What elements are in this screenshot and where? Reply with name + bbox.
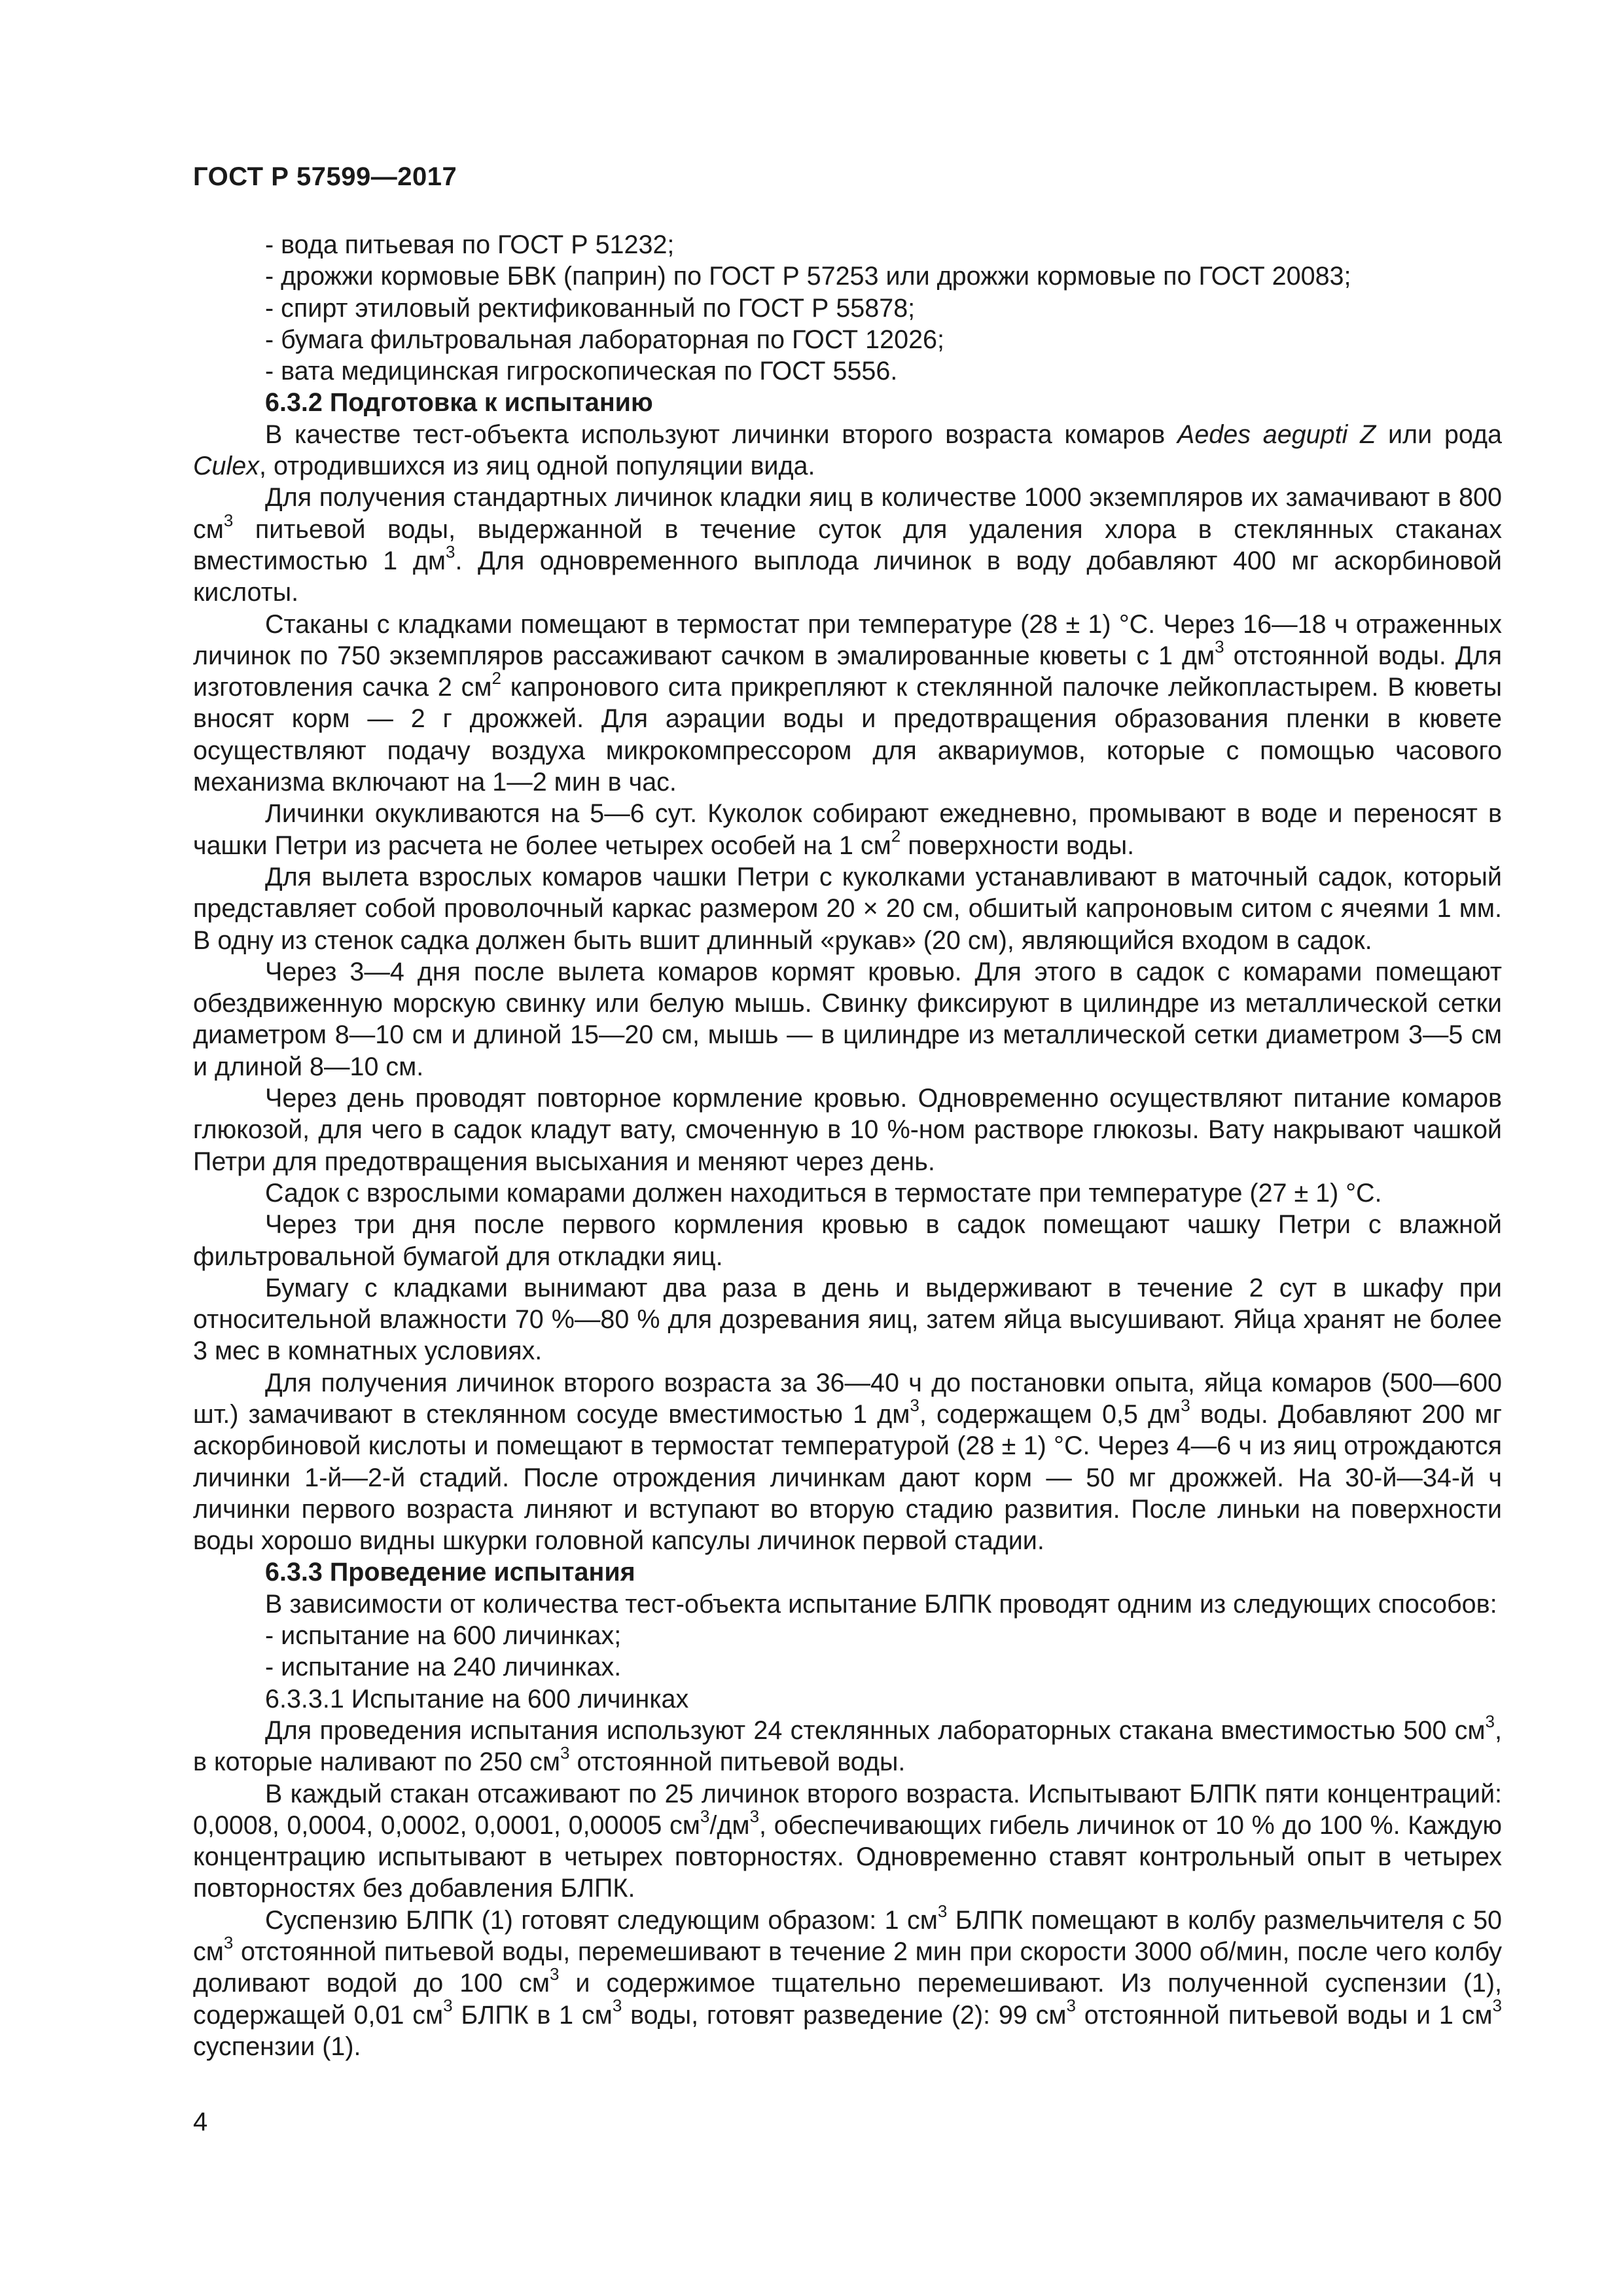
section-heading [193,387,1502,418]
superscript: 3 [549,1964,560,1984]
text-run: Для вылета взрослых комаров чашки Петри с куколками устанавливают в маточный садок, который представляет собой проволочный каркас размером 20 × 20 см, обшитый капроновым ситом с ячеями 1 мм. В одну из стенок садка должен быть вшит длинный «рукав» (20 см), являющийся входом в садок. [193,862,1502,955]
paragraph [193,1711,1502,1778]
text-run: Стаканы с кладками помещают в термостат при температуре (28 ± 1) °С. Через 16—18 ч отраженных личинок по 750 экземпляров рассаживают сачком в эмалированные кюветы с 1 дм [193,609,1502,670]
text-run: Бумагу с кладками вынимают два раза в день и выдерживают в течение 2 сут в шкафу при относительной влажности 70 %—80 % для дозревания яиц, затем яйца высушивают. Яйца хранят не более 3 мес в комнатных условиях. [193,1273,1502,1366]
text-run: , в которые наливают по 250 см [193,1715,1502,1777]
paragraph [193,1778,1502,1905]
superscript: 2 [491,668,501,688]
paragraph [193,293,1502,324]
paragraph [193,260,1502,292]
text-run: отстоянной питьевой воды, перемешивают в течение 2 мин при скорости 3000 об/мин, после чего колбу доливают водой до 100 см [193,1937,1502,1998]
paragraph [193,861,1502,956]
document-body [193,229,1502,2062]
page-number: 4 [193,2108,208,2136]
text-run: - испытание на 240 личинках. [265,1653,622,1682]
text-run: - дрожжи кормовые БВК (паприн) по ГОСТ Р 57253 или дрожжи кормовые по ГОСТ 20083; [265,262,1351,291]
text-run: питьевой воды, выдержанной в течение суток для удаления хлора в стеклянных стаканах вместимостью 1 дм [193,514,1502,575]
text-run: - бумага фильтровальная лабораторная по ГОСТ 12026; [265,325,944,354]
text-run: капронового сита прикрепляют к стеклянной палочке лейкопластырем. В кюветы вносят корм — 2 г дрожжей. Для аэрации воды и предотвращения образования пленки в кювете осуществляют подачу воздуха микрокомпрессором для аквариумов, которые с помощью часового механизма включают на 1—2 мин в час. [193,673,1503,797]
superscript: 3 [1492,1996,1502,2016]
text-run: В качестве тест-объекта используют личинки второго возраста комаров [265,420,1177,449]
text-run: 6.3.3 Проведение испытания [265,1558,635,1587]
superscript: 3 [560,1743,570,1763]
paragraph [193,1901,1503,2062]
superscript: 3 [612,1996,622,2016]
text-run: , содержащем 0,5 дм [919,1399,1181,1429]
paragraph [193,482,1502,608]
text-run: - вата медицинская гигроскопическая по ГОСТ 5556. [265,357,898,386]
paragraph [193,609,1502,798]
section-heading [193,1556,1502,1588]
text-run: поверхности воды. [901,831,1135,860]
text-run: отстоянной воды. Для изготовления сачка 2 см [193,641,1502,702]
italic-text: Aedes aegupti Z [1177,420,1376,449]
text-run: 6.3.3.1 Испытание на 600 личинках [265,1684,689,1713]
text-run: Для получения стандартных личинок кладки яиц в количестве 1000 экземпляров их замачивают в 800 см [193,483,1502,544]
text-run: отстоянной питьевой воды. [569,1748,906,1777]
text-run: /дм [709,1810,750,1840]
superscript: 3 [443,1996,453,2016]
text-run: Садок с взрослыми комарами должен находиться в термостате при температуре (27 ± 1) °С. [265,1178,1382,1208]
text-run: В каждый стакан отсаживают по 25 личинок второго возраста. Испытывают БЛПК пяти концентраций: 0,0008, 0,0004, 0,0002, 0,0001, 0,00005 см [193,1779,1502,1840]
text-run: - испытание на 600 личинках; [265,1621,622,1651]
text-run: В зависимости от количества тест-объекта испытание БЛПК проводят одним из следующих способов: [265,1589,1497,1619]
text-run: . Для одновременного выплода личинок в воду добавляют 400 мг аскорбиновой кислоты. [193,546,1502,607]
superscript: 3 [223,510,234,530]
paragraph [193,229,1502,260]
paragraph [193,1083,1502,1177]
paragraph [193,419,1502,482]
text-run: - спирт этиловый ректификованный по ГОСТ Р 55878; [265,293,916,323]
superscript: 3 [223,1932,234,1952]
superscript: 3 [700,1806,710,1826]
text-run: отстоянной питьевой воды и 1 см [1075,2000,1493,2030]
paragraph [193,1683,1502,1715]
text-run: воды. Добавляют 200 мг аскорбиновой кислоты и помещают в термостат температурой (28 ± 1) °С. Через 4—6 ч из яиц отрождаются личинки 1-й—2-й стадий. После отрождения личинкам дают корм — 50 мг дрожжей. На 30-й—34-й ч личинки первого возраста линяют и вступают во вторую стадию развития. После линьки на поверхности воды хорошо видны шкурки головной капсулы личинок первой стадии. [193,1399,1502,1556]
paragraph [193,1367,1502,1557]
text-run: Через день проводят повторное кормление кровью. Одновременно осуществляют питание комаров глюкозой, для чего в садок кладут вату, смоченную в 10 %-ном растворе глюкозы. Вату накрывают чашкой Петри для предотвращения высыхания и меняют через день. [193,1084,1502,1176]
text-run: БЛПК в 1 см [452,2000,613,2030]
text-run: и содержимое тщательно перемешивают. Из полученной суспензии (1), содержащей 0,01 см [193,1969,1502,2030]
superscript: 3 [910,1395,919,1415]
text-run: БЛПК помещают в колбу размельчителя с 50 см [193,1905,1503,1967]
text-run: Через три дня после первого кормления кровью в садок помещают чашку Петри с влажной фильтровальной бумагой для откладки яиц. [193,1210,1502,1271]
italic-text: Culex [193,452,259,481]
document-header: ГОСТ Р 57599—2017 [193,162,457,191]
paragraph [193,1272,1502,1367]
superscript: 3 [1485,1711,1495,1731]
paragraph [193,324,1502,355]
paragraph [193,1209,1502,1272]
paragraph [193,1620,1502,1651]
text-run: , обеспечивающих гибель личинок от 10 % до 100 %. Каждую концентрацию испытывают в четырех повторностях. Одновременно ставят контрольный опыт в четырех повторностях без добавления БЛПК. [193,1810,1502,1903]
superscript: 3 [446,541,455,562]
text-run: воды, готовят разведение (2): 99 см [622,2000,1067,2030]
paragraph [193,956,1502,1083]
text-run: Через 3—4 дня после вылета комаров кормят кровью. Для этого в садок с комарами помещают обездвиженную морскую свинку или белую мышь. Свинку фиксируют в цилиндре из металлической сетки диаметром 8—10 см и длиной 15—20 см, мышь — в цилиндре из металлической сетки диаметром 3—5 см и длиной 8—10 см. [193,957,1502,1081]
text-run: Для получения личинок второго возраста за 36—40 ч до постановки опыта, яйца комаров (500—600 шт.) замачивают в стеклянном сосуде вместимостью 1 дм [193,1368,1502,1429]
text-run: , отродившихся из яиц одной популяции вида. [259,452,815,481]
text-run: 6.3.2 Подготовка к испытанию [265,388,653,418]
text-run: суспензии (1). [193,2032,361,2061]
superscript: 2 [891,826,901,846]
paragraph [193,1177,1502,1209]
paragraph [193,1651,1502,1683]
paragraph [193,798,1502,861]
superscript: 3 [749,1806,760,1826]
text-run: - вода питьевая по ГОСТ Р 51232; [265,230,675,259]
text-run: или рода [1376,420,1502,449]
superscript: 3 [937,1901,948,1921]
text-run: Суспензию БЛПК (1) готовят следующим образом: 1 см [265,1905,938,1935]
text-run: Для проведения испытания используют 24 стеклянных лабораторных стакана вместимостью 500 см [265,1715,1486,1745]
text-run: Личинки окукливаются на 5—6 сут. Куколок собирают ежедневно, промывают в воде и переносят в чашки Петри из расчета не более четырех особей на 1 см [193,799,1502,860]
superscript: 3 [1066,1996,1076,2016]
paragraph [193,355,1502,387]
superscript: 3 [1215,636,1224,656]
paragraph [193,1588,1502,1620]
superscript: 3 [1181,1395,1190,1415]
